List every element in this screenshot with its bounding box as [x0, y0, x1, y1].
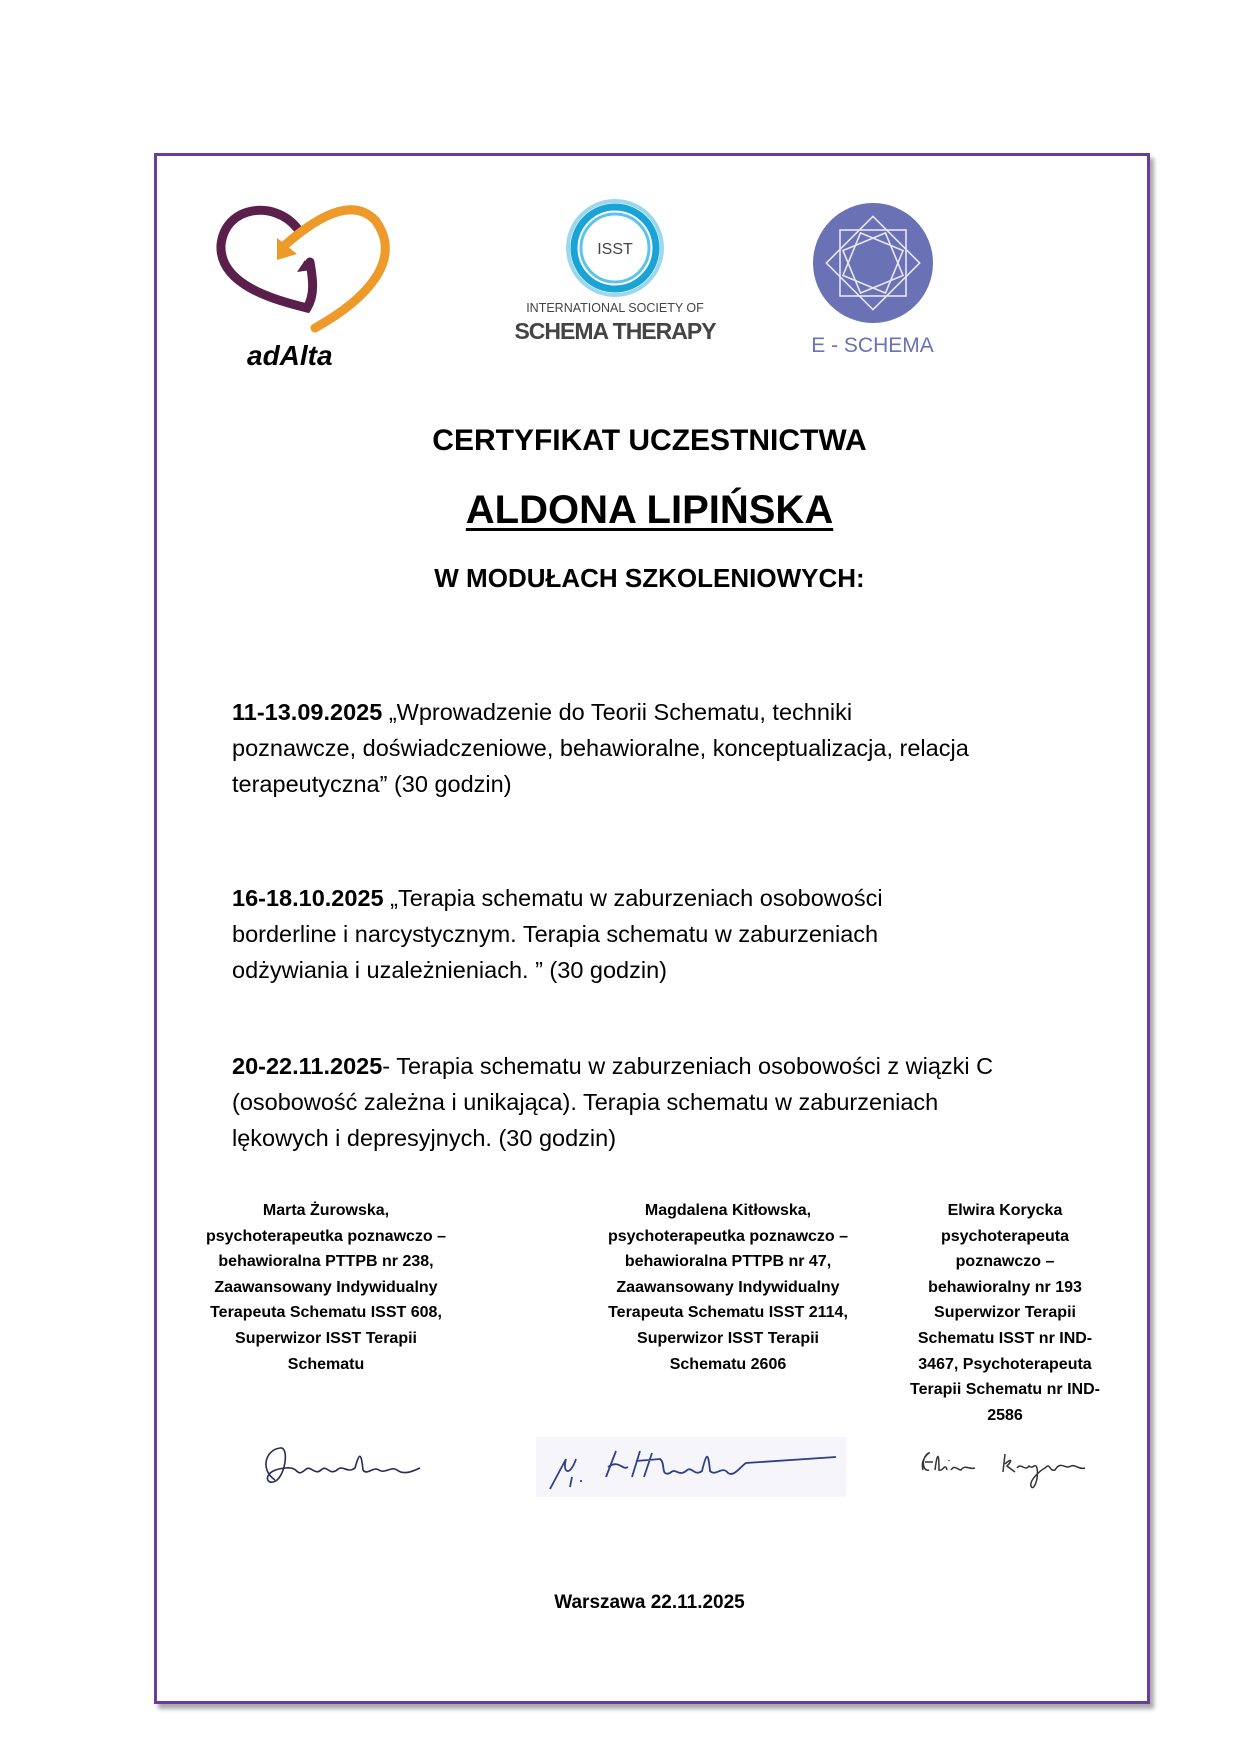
module-text: „Wprowadzenie do Teorii Schematu, techniki: [382, 699, 853, 725]
signatory-2: [578, 1198, 878, 1377]
signatory-line: Terapeuta Schematu ISST 2114,: [608, 1304, 848, 1322]
eschema-star-icon: [812, 202, 934, 324]
signatory-line: 2586: [987, 1406, 1023, 1424]
signatory-line: poznawczo –: [955, 1253, 1055, 1271]
signatory-line: psychoterapeuta: [940, 1227, 1070, 1245]
signatory-line: psychoterapeutka poznawczo –: [607, 1227, 849, 1245]
signatory-1: [176, 1198, 476, 1377]
module-1: [232, 694, 969, 802]
module-text: odżywiania i uzależnieniach. ” (30 godzin): [232, 957, 667, 983]
isst-badge-text: ISST: [597, 241, 633, 258]
module-text: „Terapia schematu w zaburzeniach osobowości: [383, 885, 883, 911]
module-date: 20-22.11.2025: [232, 1053, 383, 1079]
signatory-line: Superwizor ISST Terapii: [637, 1329, 819, 1347]
adalta-logo-text: adAlta: [247, 340, 333, 371]
isst-logo: [490, 196, 740, 346]
recipient-name-text: ALDONA LIPIŃSKA: [465, 488, 834, 532]
adalta-logo: [215, 200, 405, 370]
signatory-line: behawioralna PTTPB nr 47,: [624, 1253, 832, 1271]
signatory-line: Zaawansowany Indywidualny: [616, 1278, 840, 1296]
signatory-line: Schematu: [287, 1355, 365, 1373]
signatory-line: Superwizor ISST Terapii: [235, 1329, 417, 1347]
signatory-line: Superwizor Terapii: [934, 1304, 1076, 1322]
eschema-logo: [800, 202, 945, 362]
signatory-3: [855, 1198, 1155, 1428]
signatory-line: Terapii Schematu nr IND-: [910, 1381, 1100, 1399]
signatory-line: Elwira Korycka: [947, 1202, 1063, 1219]
module-text: (osobowość zależna i unikająca). Terapia schematu w zaburzeniach: [232, 1089, 939, 1115]
module-3: [232, 1048, 993, 1156]
signature-kitlowska: [536, 1437, 846, 1497]
place-and-date: Warszawa 22.11.2025: [554, 1592, 745, 1613]
isst-ring-icon: [563, 196, 667, 300]
module-text: terapeutyczna” (30 godzin): [232, 771, 512, 797]
signatory-line: Schematu 2606: [669, 1355, 787, 1373]
signatory-line: Terapeuta Schematu ISST 608,: [210, 1304, 442, 1322]
module-date: 11-13.09.2025: [232, 699, 383, 725]
signatory-line: Zaawansowany Indywidualny: [214, 1278, 438, 1296]
signatory-line: behawioralny nr 193: [928, 1278, 1082, 1296]
module-2: [232, 880, 883, 988]
module-text: lękowych i depresyjnych. (30 godzin): [232, 1125, 617, 1151]
signatory-line: psychoterapeutka poznawczo –: [205, 1227, 447, 1245]
signature-zurowska: [255, 1440, 430, 1490]
signature-korycka: [915, 1440, 1100, 1500]
signatory-line: Magdalena Kitłowska,: [644, 1202, 812, 1219]
recipient-name: [29, 488, 1241, 533]
isst-line1: INTERNATIONAL SOCIETY OF: [526, 301, 704, 315]
signatory-line: Marta Żurowska,: [262, 1202, 390, 1219]
certificate-title: CERTYFIKAT UCZESTNICTWA: [432, 424, 867, 457]
module-text: borderline i narcystycznym. Terapia schematu w zaburzeniach: [232, 921, 879, 947]
module-text: poznawcze, doświadczeniowe, behawioralne, konceptualizacja, relacja: [232, 735, 969, 761]
signatory-line: Schematu ISST nr IND-: [917, 1329, 1093, 1347]
signatory-line: behawioralna PTTPB nr 238,: [218, 1253, 434, 1271]
isst-line2: SCHEMA THERAPY: [514, 318, 716, 344]
module-text: - Terapia schematu w zaburzeniach osobowości z wiązki C: [382, 1053, 994, 1079]
module-date: 16-18.10.2025: [232, 885, 384, 911]
adalta-heart-icon: [215, 200, 405, 335]
eschema-logo-text: E - SCHEMA: [811, 334, 934, 357]
signatory-line: 3467, Psychoterapeuta: [918, 1355, 1092, 1373]
certificate-subtitle: W MODUŁACH SZKOLENIOWYCH:: [434, 563, 865, 593]
